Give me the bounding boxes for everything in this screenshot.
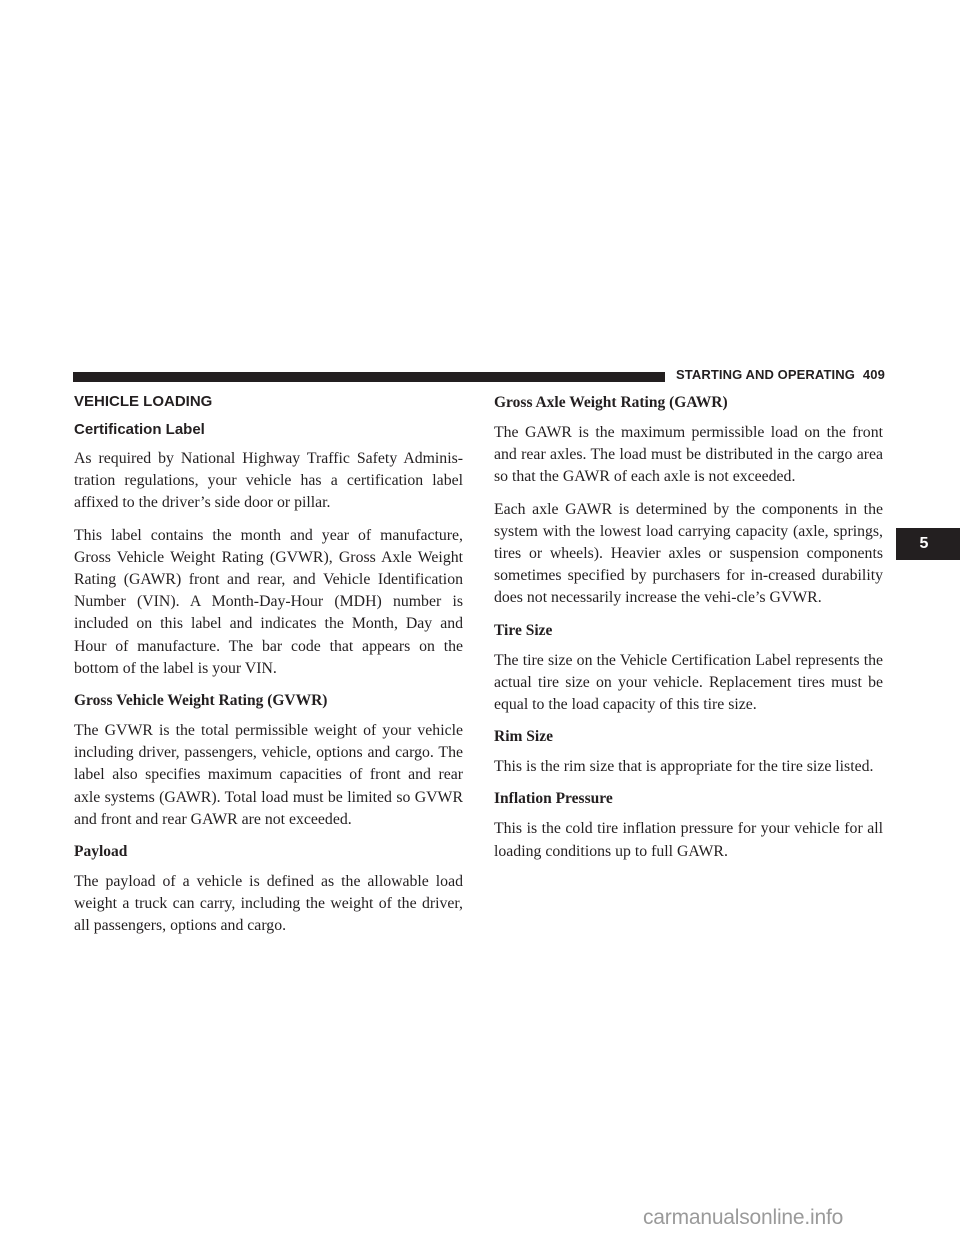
running-header [676,367,896,382]
paragraph-rim-size: This is the rim size that is appropriate for the tire size listed. [494,758,874,776]
rim-size-heading: Rim Size [494,728,553,746]
paragraph-gawr-components: Each axle GAWR is determined by the components in the system with the lowest load carrying capacity (axle, springs, tires or wheels). Heavier axles or suspension components sometimes specified by purchasers for in-creased durability does not necessarily increase the vehi-cle’s GVWR. [494,500,883,607]
paragraph-tire-size: The tire size on the Vehicle Certification Label represents the actual tire size on your vehicle. Replacement tires must be equal to the load capacity of this tire size. [494,651,883,714]
tire-size-heading: Tire Size [494,621,553,639]
paragraph-gawr-definition: The GAWR is the maximum permissible load on the front and rear axles. The load must be distributed in the cargo area so that the GAWR of each axle is not exceeded. [494,424,883,486]
right-column [494,392,883,873]
paragraph-payload: The payload of a vehicle is defined as the allowable load weight a truck can carry, including the weight of the driver, all passengers, options and cargo. [74,873,463,935]
paragraph-certification-intro: As required by National Highway Traffic Safety Adminis-tration regulations, your vehicle has a certification label affixed to the driver’s side door or pillar. [74,450,463,512]
page-number: 409 [862,367,885,382]
header-rule [73,372,665,382]
left-column [74,392,463,948]
header-section-title: STARTING AND OPERATING [676,367,855,382]
section-title: VEHICLE LOADING [74,393,213,410]
payload-heading: Payload [74,843,128,861]
paragraph-inflation-pressure: This is the cold tire inflation pressure for your vehicle for all loading conditions up to full GAWR. [494,820,883,860]
footer-watermark: carmanualsonline.info [643,1206,844,1229]
paragraph-gvwr: The GVWR is the total permissible weight of your vehicle including driver, passengers, vehicle, options and cargo. The label also specifies maximum capacities of front and rear axle systems (GAWR). Total load must be limited so GVWR and front and rear GAWR are not exceeded. [74,722,463,828]
gvwr-heading: Gross Vehicle Weight Rating (GVWR) [74,692,328,710]
paragraph-label-contents: This label contains the month and year of manufacture, Gross Vehicle Weight Rating (GVWR), Gross Axle Weight Rating (GAWR) front and rear, and Vehicle Identification Number (VIN). A Month-Day-Hour (MDH) number is included on this label and indicates the Month, Day and Hour of manufacture. The bar code that appears on the bottom of the label is your VIN. [74,526,463,677]
inflation-pressure-heading: Inflation Pressure [494,790,613,808]
chapter-tab: 5 [896,528,960,560]
gawr-heading: Gross Axle Weight Rating (GAWR) [494,394,728,411]
subsection-title: Certification Label [74,421,205,438]
